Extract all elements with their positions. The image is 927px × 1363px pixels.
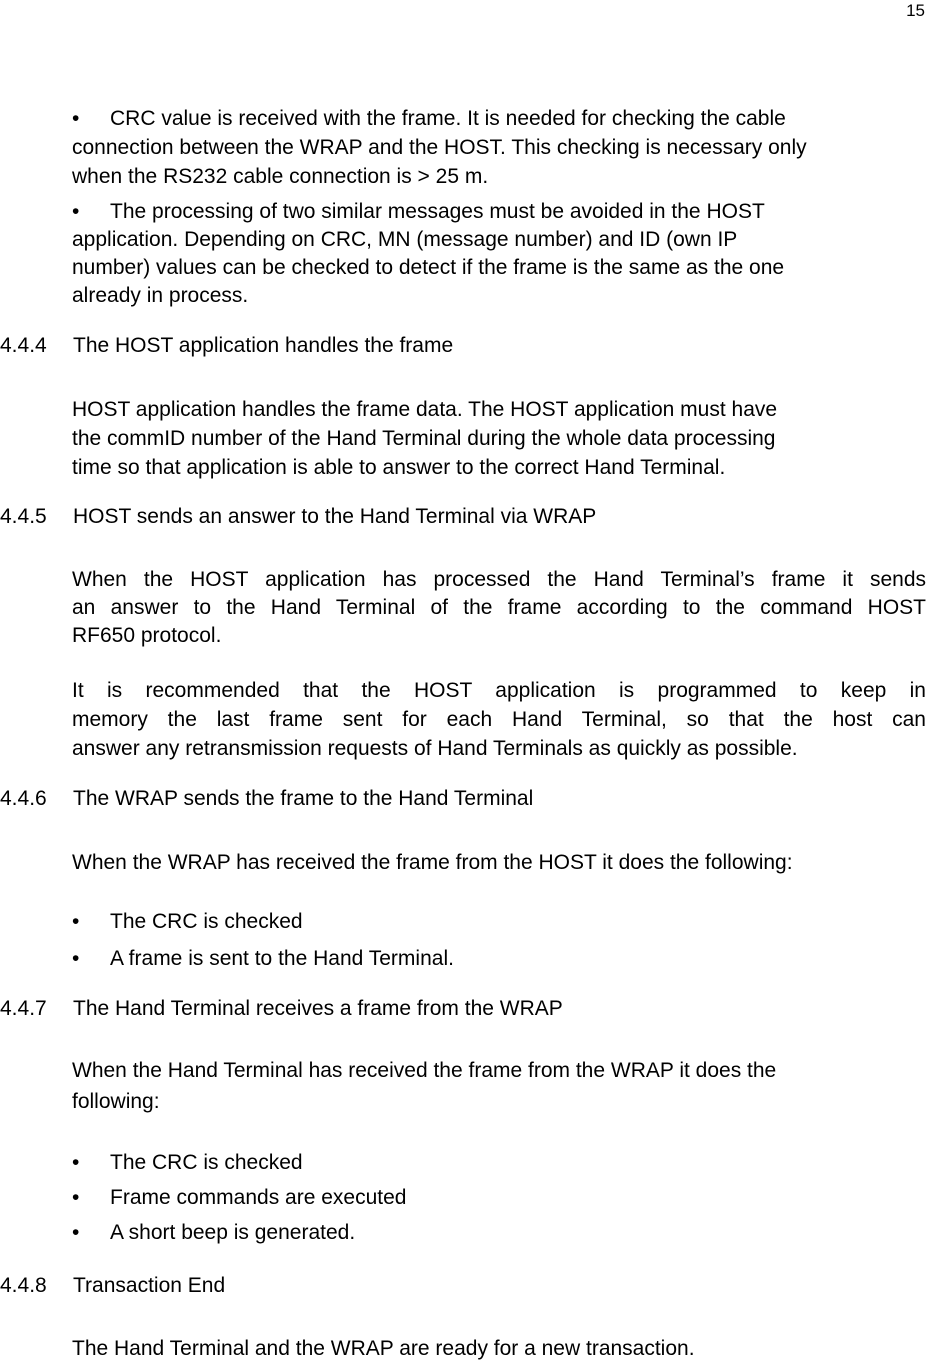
bullet-marker: • xyxy=(72,1221,80,1244)
section-number: 4.4.5 xyxy=(0,505,47,528)
paragraph-line: memory the last frame sent for each Hand Terminal, so that the host can xyxy=(72,708,926,731)
paragraph-line: time so that application is able to answer to the correct Hand Terminal. xyxy=(72,456,726,479)
list-item: The CRC is checked xyxy=(110,1151,303,1174)
section-title: The HOST application handles the frame xyxy=(73,334,454,357)
list-item: Frame commands are executed xyxy=(110,1186,407,1209)
paragraph-line: the commID number of the Hand Terminal during the whole data processing xyxy=(72,427,776,450)
page-number: 15 xyxy=(906,1,925,20)
bullet-text-line: The processing of two similar messages must be avoided in the HOST xyxy=(110,200,765,223)
paragraph-line: an answer to the Hand Terminal of the frame according to the command HOST xyxy=(72,596,926,619)
section-number: 4.4.7 xyxy=(0,997,47,1020)
paragraph-line: HOST application handles the frame data. The HOST application must have xyxy=(72,398,778,421)
section-number: 4.4.8 xyxy=(0,1274,47,1297)
bullet-text-line: when the RS232 cable connection is > 25 m. xyxy=(72,165,489,188)
bullet-text-line: application. Depending on CRC, MN (message number) and ID (own IP xyxy=(72,228,738,251)
bullet-marker: • xyxy=(72,200,80,223)
section-title: The WRAP sends the frame to the Hand Terminal xyxy=(73,787,534,810)
bullet-text-line: connection between the WRAP and the HOST. This checking is necessary only xyxy=(72,136,807,159)
list-item: A short beep is generated. xyxy=(110,1221,356,1244)
paragraph-line: When the HOST application has processed the Hand Terminal’s frame it sends xyxy=(72,568,926,591)
bullet-text-line: already in process. xyxy=(72,284,249,307)
bullet-marker: • xyxy=(72,1186,80,1209)
bullet-text-line: number) values can be checked to detect if the frame is the same as the one xyxy=(72,256,785,279)
paragraph-line: RF650 protocol. xyxy=(72,624,222,647)
list-item: A frame is sent to the Hand Terminal. xyxy=(110,947,454,970)
paragraph-line: following: xyxy=(72,1090,160,1113)
paragraph-line: When the WRAP has received the frame from the HOST it does the following: xyxy=(72,851,793,874)
bullet-marker: • xyxy=(72,107,80,130)
bullet-text-line: CRC value is received with the frame. It is needed for checking the cable xyxy=(110,107,786,130)
paragraph-line: The Hand Terminal and the WRAP are ready for a new transaction. xyxy=(72,1337,695,1360)
bullet-marker: • xyxy=(72,910,80,933)
section-title: Transaction End xyxy=(73,1274,226,1297)
section-title: The Hand Terminal receives a frame from the WRAP xyxy=(73,997,563,1020)
paragraph-line: answer any retransmission requests of Hand Terminals as quickly as possible. xyxy=(72,737,798,760)
section-number: 4.4.6 xyxy=(0,787,47,810)
paragraph-line: When the Hand Terminal has received the frame from the WRAP it does the xyxy=(72,1059,777,1082)
bullet-marker: • xyxy=(72,1151,80,1174)
section-title: HOST sends an answer to the Hand Terminal via WRAP xyxy=(73,505,597,528)
bullet-marker: • xyxy=(72,947,80,970)
section-number: 4.4.4 xyxy=(0,334,47,357)
list-item: The CRC is checked xyxy=(110,910,303,933)
paragraph-line: It is recommended that the HOST application is programmed to keep in xyxy=(72,679,926,702)
